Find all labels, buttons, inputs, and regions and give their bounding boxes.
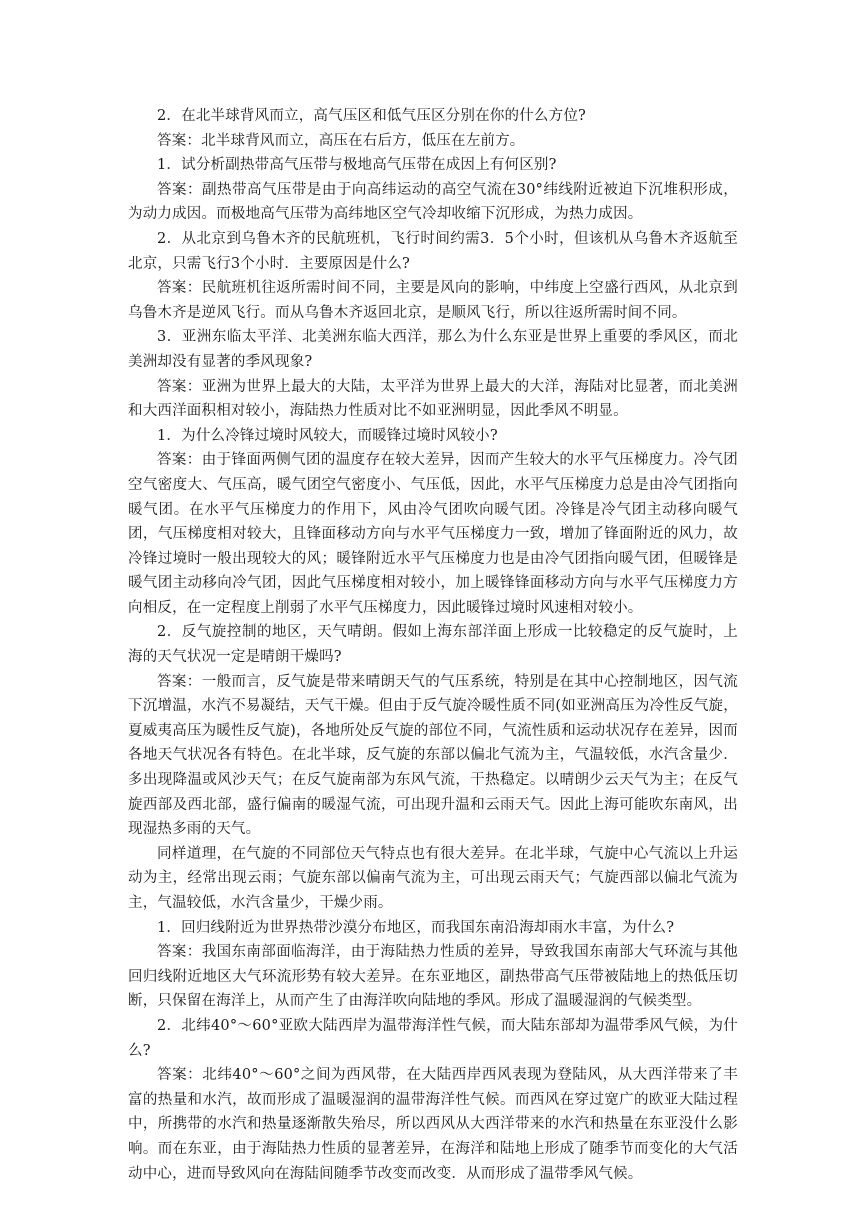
answer-continuation-paragraph: 同样道理，在气旋的不同部位天气特点也有很大差异。在北半球，气旋中心气流以上升运动为主，经常出现云雨；气旋东部以偏南气流为主，可出现云雨天气；气旋西部以偏北气流为主，气温较低，水汽含量少，干燥少雨。 xyxy=(128,845,738,911)
answer-paragraph: 答案：北半球背风而立，高压在右后方，低压在左前方。 xyxy=(157,132,525,149)
question-paragraph: 2．在北半球背风而立，高气压区和低气压区分别在你的什么方位? xyxy=(157,108,586,124)
question-paragraph: 1．试分析副热带高气压带与极地高气压带在成因上有何区别? xyxy=(157,157,557,174)
question-paragraph: 2．北纬40°～60°亚欧大陆西岸为温带海洋性气候，而大陆东部却为温带季风气候，为什么? xyxy=(128,1017,738,1059)
answer-paragraph: 答案：一般而言，反气旋是带来晴朗天气的气压系统，特别是在其中心控制地区，因气流下沉增温，水汽不易凝结，天气干燥。但由于反气旋冷暖性质不同(如亚洲高压为冷性反气旋，夏威夷高压为暖性反气旋)，各地所处反气旋的部位不同，气流性质和运动状况存在差异，因而各地天气状况各有特色。在北半球，反气旋的东部以偏北气流为主，气温较低，水汽含量少．多出现降温或风沙天气；在反气旋南部为东风气流，干热稳定。以晴朗少云天气为主；在反气旋西部及西北部，盛行偏南的暖湿气流，可出现升温和云雨天气。因此上海可能吹东南风，出现湿热多雨的天气。 xyxy=(128,673,738,838)
answer-paragraph: 答案：我国东南部面临海洋，由于海陆热力性质的差异，导致我国东南部大气环流与其他回归线附近地区大气环流形势有较大差异。在东亚地区，副热带高气压带被陆地上的热低压切断，只保留在海洋上，从而产生了由海洋吹向陆地的季风。形成了温暖湿润的气候类型。 xyxy=(128,944,738,1010)
question-paragraph: 1．为什么冷锋过境时风较大，而暖锋过境时风较小? xyxy=(157,427,498,444)
answer-paragraph: 答案：由于锋面两侧气团的温度存在较大差异，因而产生较大的水平气压梯度力。冷气团空气密度大、气压高，暖气团空气密度小、气压低，因此，水平气压梯度力总是由冷气团指向暖气团。在水平气压梯度力的作用下，风由冷气团吹向暖气团。冷锋是冷气团主动移向暖气团，气压梯度相对较大，且锋面移动方向与水平气压梯度力一致，增加了锋面附近的风力，故冷锋过境时一般出现较大的风；暖锋附近水平气压梯度力也是由冷气团指向暖气团，但暖锋是暖气团主动移向冷气团，因此气压梯度相对较小，加上暖锋锋面移动方向与水平气压梯度力方向相反，在一定程度上削弱了水平气压梯度力，因此暖锋过境时风速相对较小。 xyxy=(128,452,738,616)
answer-paragraph: 答案：民航班机往返所需时间不同，主要是风向的影响，中纬度上空盛行西风，从北京到乌鲁木齐是逆风飞行。而从乌鲁木齐返回北京，是顺风飞行，所以往返所需时间不同。 xyxy=(128,280,738,321)
answer-paragraph: 答案：亚洲为世界上最大的大陆，太平洋为世界上最大的大洋，海陆对比显著，而北美洲和大西洋面积相对较小，海陆热力性质对比不如亚洲明显，因此季风不明显。 xyxy=(128,378,738,420)
answer-paragraph: 答案：副热带高气压带是由于向高纬运动的高空气流在30°纬线附近被迫下沉堆积形成，为动力成因。而极地高气压带为高纬地区空气冷却收缩下沉形成，为热力成因。 xyxy=(128,181,738,223)
document-body xyxy=(128,104,738,1186)
question-paragraph: 1．回归线附近为世界热带沙漠分布地区，而我国东南沿海却雨水丰富，为什么? xyxy=(157,919,675,936)
question-paragraph: 3．亚洲东临太平洋、北美洲东临大西洋，那么为什么东亚是世界上重要的季风区，而北美洲却没有显著的季风现象? xyxy=(128,329,738,370)
question-paragraph: 2．反气旋控制的地区，天气晴朗。假如上海东部洋面上形成一比较稳定的反气旋时，上海的天气状况一定是晴朗干燥吗? xyxy=(128,624,738,666)
question-paragraph: 2．从北京到乌鲁木齐的民航班机，飞行时间约需3．5个小时，但该机从乌鲁木齐返航至北京，只需飞行3个小时．主要原因是什么? xyxy=(128,230,738,272)
answer-paragraph: 答案：北纬40°～60°之间为西风带，在大陆西岸西风表现为登陆风，从大西洋带来了丰富的热量和水汽，故而形成了温暖湿润的温带海洋性气候。而西风在穿过宽广的欧亚大陆过程中，所携带的水汽和热量逐渐散失殆尽，所以西风从大西洋带来的水汽和热量在东亚没什么影响。而在东亚，由于海陆热力性质的显著差异，在海洋和陆地上形成了随季节而变化的大气活动中心，进而导致风向在海陆间随季节改变而改变．从而形成了温带季风气候。 xyxy=(128,1067,738,1182)
